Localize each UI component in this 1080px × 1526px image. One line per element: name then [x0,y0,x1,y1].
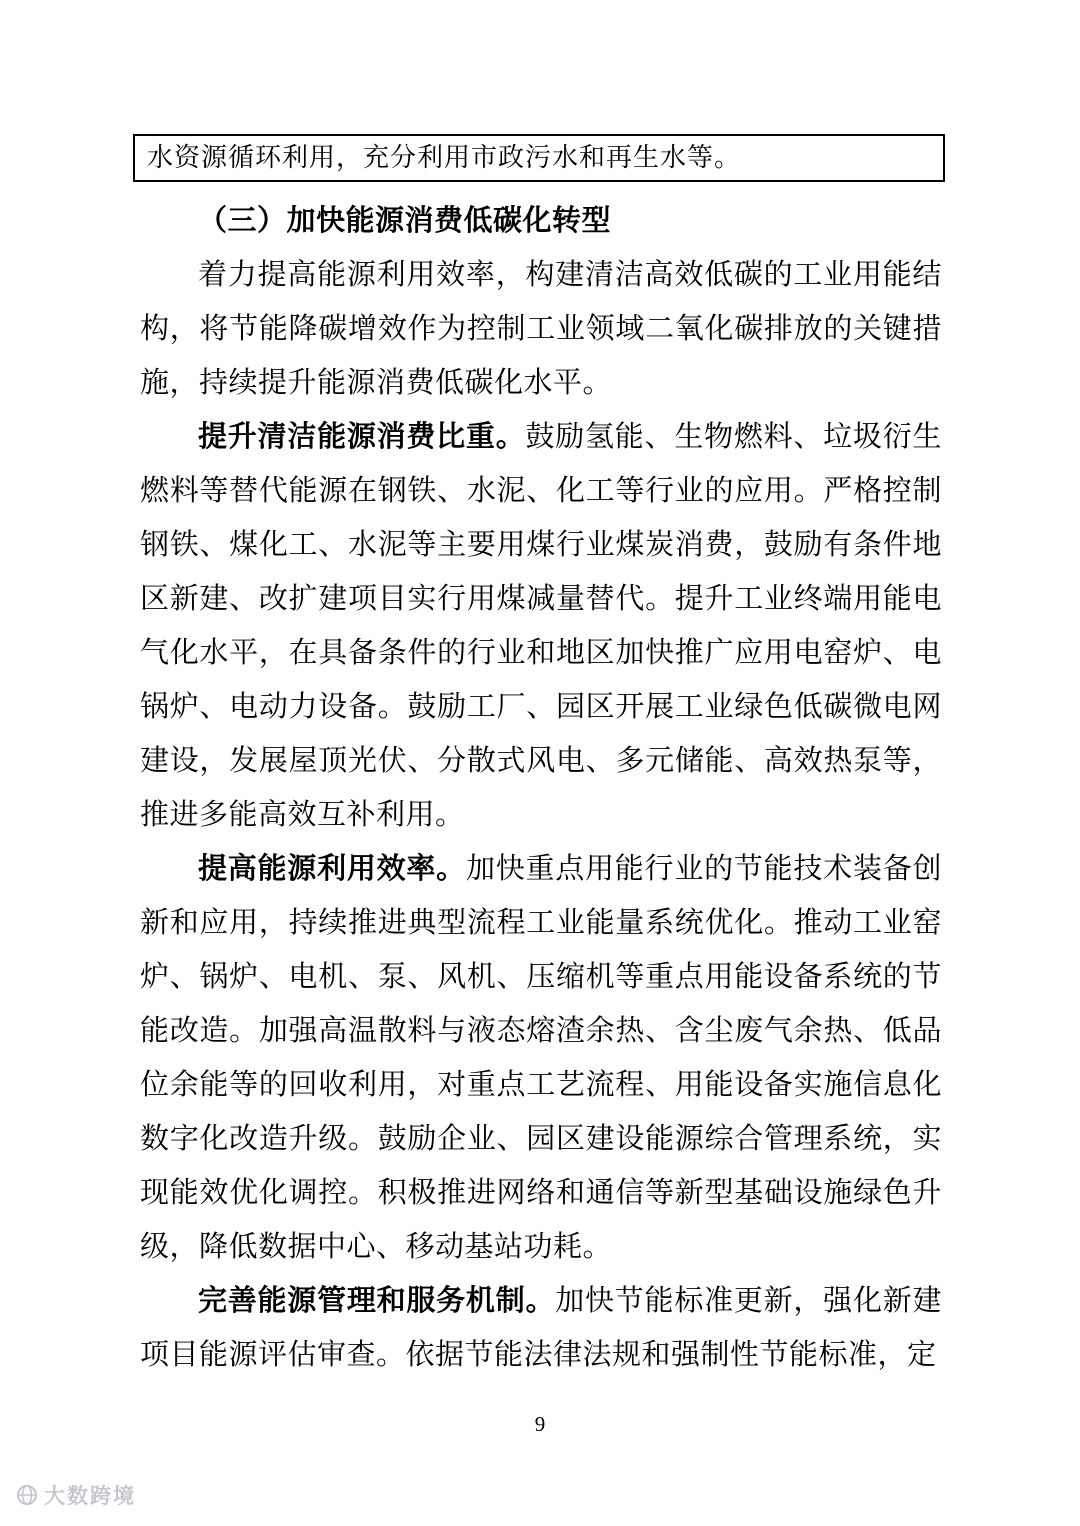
paragraph-text: 加快重点用能行业的节能技术装备创新和应用，持续推进典型流程工业能量系统优化。推动工业窑炉、锅炉、电机、泵、风机、压缩机等重点用能设备系统的节能改造。加强高温散料与液态熔渣余热、含尘废气余热、低品位余能等的回收利用，对重点工艺流程、用能设备实施信息化数字化改造升级。鼓励企业、园区建设能源综合管理系统，实现能效优化调控。积极推进网络和通信等新型基础设施绿色升级，降低数据中心、移动基站功耗。 [140,853,942,1263]
paragraph-lead: 提升清洁能源消费比重。 [198,421,526,453]
document-body [140,194,942,1382]
paragraph-lead: 完善能源管理和服务机制。 [198,1285,556,1317]
section-heading: （三）加快能源消费低碳化转型 [198,205,612,237]
paragraph-text: 鼓励氢能、生物燃料、垃圾衍生燃料等替代能源在钢铁、水泥、化工等行业的应用。严格控制钢铁、煤化工、水泥等主要用煤行业煤炭消费，鼓励有条件地区新建、改扩建项目实行用煤减量替代。提升工业终端用能电气化水平，在具备条件的行业和地区加快推广应用电窑炉、电锅炉、电动力设备。鼓励工厂、园区开展工业绿色低碳微电网建设，发展屋顶光伏、分散式风电、多元储能、高效热泵等，推进多能高效互补利用。 [140,421,942,831]
watermark [16,1480,136,1510]
paragraph-text: 着力提高能源利用效率，构建清洁高效低碳的工业用能结构，将节能降碳增效作为控制工业领域二氧化碳排放的关键措施，持续提升能源消费低碳化水平。 [140,259,942,399]
paragraph [140,410,942,842]
watermark-logo-icon [16,1484,38,1506]
page-number: 9 [534,1412,546,1436]
paragraph [140,842,942,1274]
paragraph [140,248,942,410]
carryover-text: 水资源循环利用，充分利用市政污水和再生水等。 [147,143,742,172]
paragraph [140,1274,942,1382]
paragraph-lead: 提高能源利用效率。 [198,853,466,885]
watermark-text: 大数跨境 [44,1485,136,1508]
carryover-text-box [133,134,945,182]
paragraph-text: 加快节能标准更新，强化新建项目能源评估审查。依据节能法律法规和强制性节能标准，定 [140,1285,942,1371]
